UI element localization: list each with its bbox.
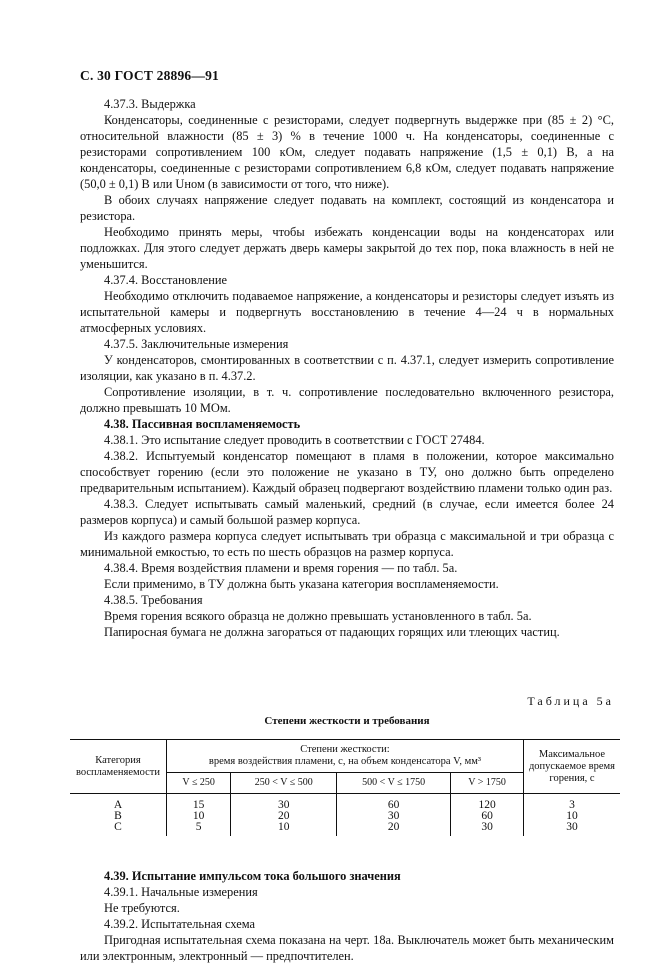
table-row (70, 822, 620, 836)
paragraph: Конденсаторы, соединенные с резисторами, следует подвергнуть выдержке при (85 ± 2) °С, относительной влажности (85 ± 3) % в течение 1000 ч. На конденсаторы, соединенные с резисторами сопротивлением 100 кОм, следует подавать напряжение (1,5 ± 0,1) В, а на конденсаторы, соединенные с резисторами сопротивлением 6,8 кОм, следует подавать напряжение (50,0 ± 0,1) В или Uном (в зависимости от того, что ниже). (80, 113, 614, 191)
paragraph: У конденсаторов, смонтированных в соответствии с п. 4.37.1, следует измерить сопротивление изоляции, как указано в п. 4.37.2. (80, 353, 614, 383)
value-cell: 10 (167, 811, 231, 822)
paragraph: Сопротивление изоляции, в т. ч. сопротивление последовательно включенного резистора, должно превышать 10 МОм. (80, 385, 614, 415)
paragraph: Если применимо, в ТУ должна быть указана категория воспламеняемости. (104, 577, 499, 591)
value-cell: 60 (337, 794, 451, 812)
value-cell: 120 (451, 794, 524, 812)
value-cell: 10 (231, 822, 337, 836)
category-cell: B (114, 810, 122, 822)
table-caption: Таблица 5а (527, 694, 614, 708)
paragraph: 4.39.1. Начальные измерения (104, 885, 258, 899)
subheader-volume-range: V > 1750 (451, 773, 524, 794)
subheader-volume-range: V ≤ 250 (167, 773, 231, 794)
value-cell: 30 (451, 822, 524, 836)
value-cell: 20 (231, 811, 337, 822)
max-burn-cell: 10 (524, 811, 621, 822)
paragraph: 4.38.4. Время воздействия пламени и время горения — по табл. 5а. (104, 561, 458, 575)
paragraphs-bottom (80, 868, 614, 964)
page-header: С. 30 ГОСТ 28896—91 (80, 68, 219, 83)
paragraph: 4.39.2. Испытательная схема (104, 917, 255, 931)
value-cell: 20 (337, 822, 451, 836)
subheader-volume-range: 500 < V ≤ 1750 (337, 773, 451, 794)
table-row (70, 811, 620, 822)
flammability-table (70, 739, 620, 836)
category-cell: A (113, 799, 123, 811)
category-cell: C (114, 821, 122, 833)
paragraph: 4.37.3. Выдержка (104, 97, 196, 111)
paragraph: В обоих случаях напряжение следует подавать на комплект, состоящий из конденсатора и резистора. (80, 193, 614, 223)
paragraph: 4.38.3. Следует испытывать самый маленький, средний (в случае, если имеется более 24 размеров корпуса) и самый большой размер корпуса. (80, 497, 614, 527)
paragraph: 4.37.5. Заключительные измерения (104, 337, 289, 351)
subheader-volume-range: 250 < V ≤ 500 (231, 773, 337, 794)
paragraph: 4.38.2. Испытуемый конденсатор помещают в пламя в положении, которое максимально способствует горению (если это положение не указано в ТУ, оно должно быть определено предварительным испытанием). Каждый образец подвергают воздействию пламени только один раз. (80, 449, 614, 495)
header-severity (167, 740, 524, 773)
paragraph: 4.38.5. Требования (104, 593, 203, 607)
paragraph: Время горения всякого образца не должно превышать установленного в табл. 5а. (104, 609, 532, 623)
header-severity-line2: время воздействия пламени, с, на объем конденсатора V, мм³ (208, 756, 482, 767)
value-cell: 30 (337, 811, 451, 822)
max-burn-cell: 30 (524, 822, 621, 836)
header-category: Категория воспламеняемости (70, 740, 167, 794)
paragraph: Необходимо отключить подаваемое напряжение, а конденсаторы и резисторы следует изъять из испытательной камеры и подвергнуть восстановлению в течение 4—24 ч в нормальных атмосферных условиях. (80, 289, 614, 335)
paragraph: Необходимо принять меры, чтобы избежать конденсации воды на конденсаторах или подложках. Для этого следует держать дверь камеры закрытой до тех пор, пока влажность в ней не уменьшится. (80, 225, 614, 271)
paragraph: Папиросная бумага не должна загораться от падающих горящих или тлеющих частиц. (104, 625, 560, 639)
paragraph: Пригодная испытательная схема показана на черт. 18а. Выключатель может быть механическим или электронным, электронный — предпочтителен. (80, 933, 614, 963)
value-cell: 60 (451, 811, 524, 822)
table-row (70, 794, 620, 812)
header-severity-line1: Степени жесткости: (300, 744, 390, 755)
document-body (75, 96, 616, 964)
paragraph: 4.38.1. Это испытание следует проводить в соответствии с ГОСТ 27484. (104, 433, 485, 447)
paragraph: Из каждого размера корпуса следует испытывать три образца с максимальной и три образца с минимальной емкостью, то есть по шесть образцов на размер корпуса. (80, 529, 614, 559)
section-heading: 4.39. Испытание импульсом тока большого значения (104, 869, 401, 883)
section-heading: 4.38. Пассивная воспламеняемость (104, 417, 301, 431)
value-cell: 5 (167, 822, 231, 836)
max-burn-cell: 3 (524, 794, 621, 812)
table-title: Степени жесткости и требования (264, 715, 430, 727)
value-cell: 15 (167, 794, 231, 812)
paragraph: 4.37.4. Восстановление (104, 273, 227, 287)
paragraph: Не требуются. (104, 901, 180, 915)
header-max-burn-time: Максимальное допускаемое время горения, с (524, 740, 621, 794)
paragraphs-top (80, 96, 614, 640)
value-cell: 30 (231, 794, 337, 812)
